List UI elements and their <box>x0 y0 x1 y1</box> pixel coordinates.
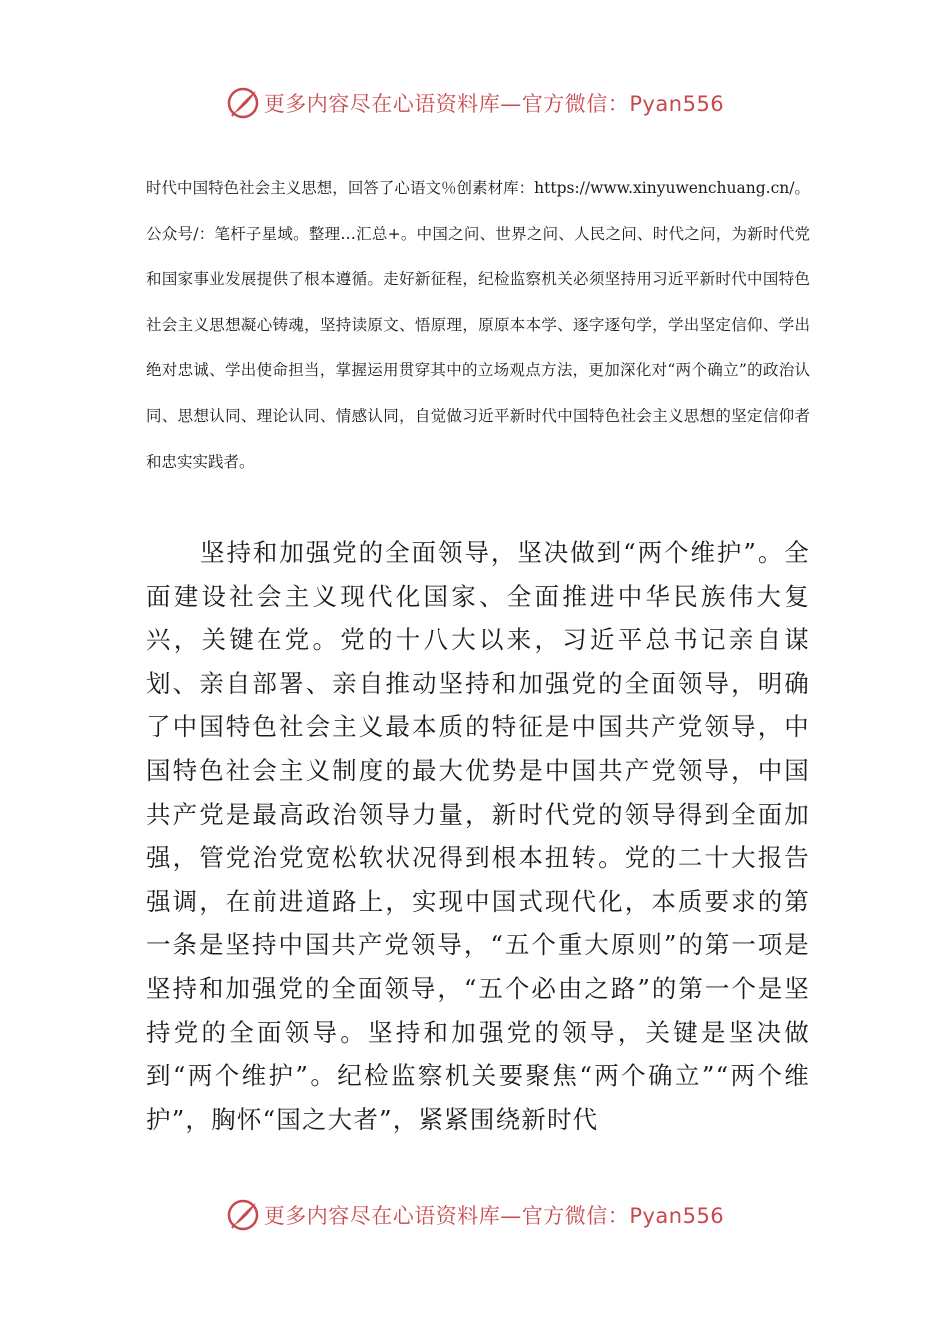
banner-wechat-label: 官方微信： <box>521 92 630 116</box>
banner-wechat-label: 官方微信： <box>521 1204 630 1228</box>
banner-text <box>264 1200 724 1230</box>
header-banner <box>0 83 950 123</box>
banner-main-text: 更多内容尽在心语资料库— <box>263 1204 522 1228</box>
footer-banner <box>0 1195 950 1235</box>
banner-wechat-id: Pyan556 <box>629 92 725 116</box>
banner-text <box>264 88 724 118</box>
banner-main-text: 更多内容尽在心语资料库— <box>263 92 522 116</box>
feather-pen-logo-icon <box>226 86 260 120</box>
body-paragraph-large: 坚持和加强党的全面领导，坚决做到“两个维护”。全面建设社会主义现代化国家、全面推进中华民族伟大复兴，关键在党。党的十八大以来，习近平总书记亲自谋划、亲自部署、亲自推动坚持和加强党的全面领导，明确了中国特色社会主义最本质的特征是中国共产党领导，中国特色社会主义制度的最大优势是中国共产党领导，中国共产党是最高政治领导力量，新时代党的领导得到全面加强，管党治党宽松软状况得到根本扭转。党的二十大报告强调，在前进道路上，实现中国式现代化，本质要求的第一条是坚持中国共产党领导，“五个重大原则”的第一项是坚持和加强党的全面领导，“五个必由之路”的第一个是坚持党的全面领导。坚持和加强党的领导，关键是坚决做到“两个维护”。纪检监察机关要聚焦“两个确立”“两个维护”，胸怀“国之大者”，紧紧围绕新时代 <box>146 538 810 1134</box>
banner-wechat-id: Pyan556 <box>629 1204 725 1228</box>
feather-pen-logo-icon <box>226 1198 260 1232</box>
body-paragraph-small: 时代中国特色社会主义思想，回答了心语文％创素材库：https://www.xinyuwenchuang.cn/。公众号/：笔杆子星域。整理…汇总+。中国之问、世界之问、人民之问、时代之问，为新时代党和国家事业发展提供了根本遵循。走好新征程，纪检监察机关必须坚持用习近平新时代中国特色社会主义思想凝心铸魂，坚持读原文、悟原理，原原本本学、逐字逐句学，学出坚定信仰、学出绝对忠诚、学出使命担当，掌握运用贯穿其中的立场观点方法，更加深化对“两个确立”的政治认同、思想认同、理论认同、情感认同，自觉做习近平新时代中国特色社会主义思想的坚定信仰者和忠实实践者。 <box>146 179 810 471</box>
